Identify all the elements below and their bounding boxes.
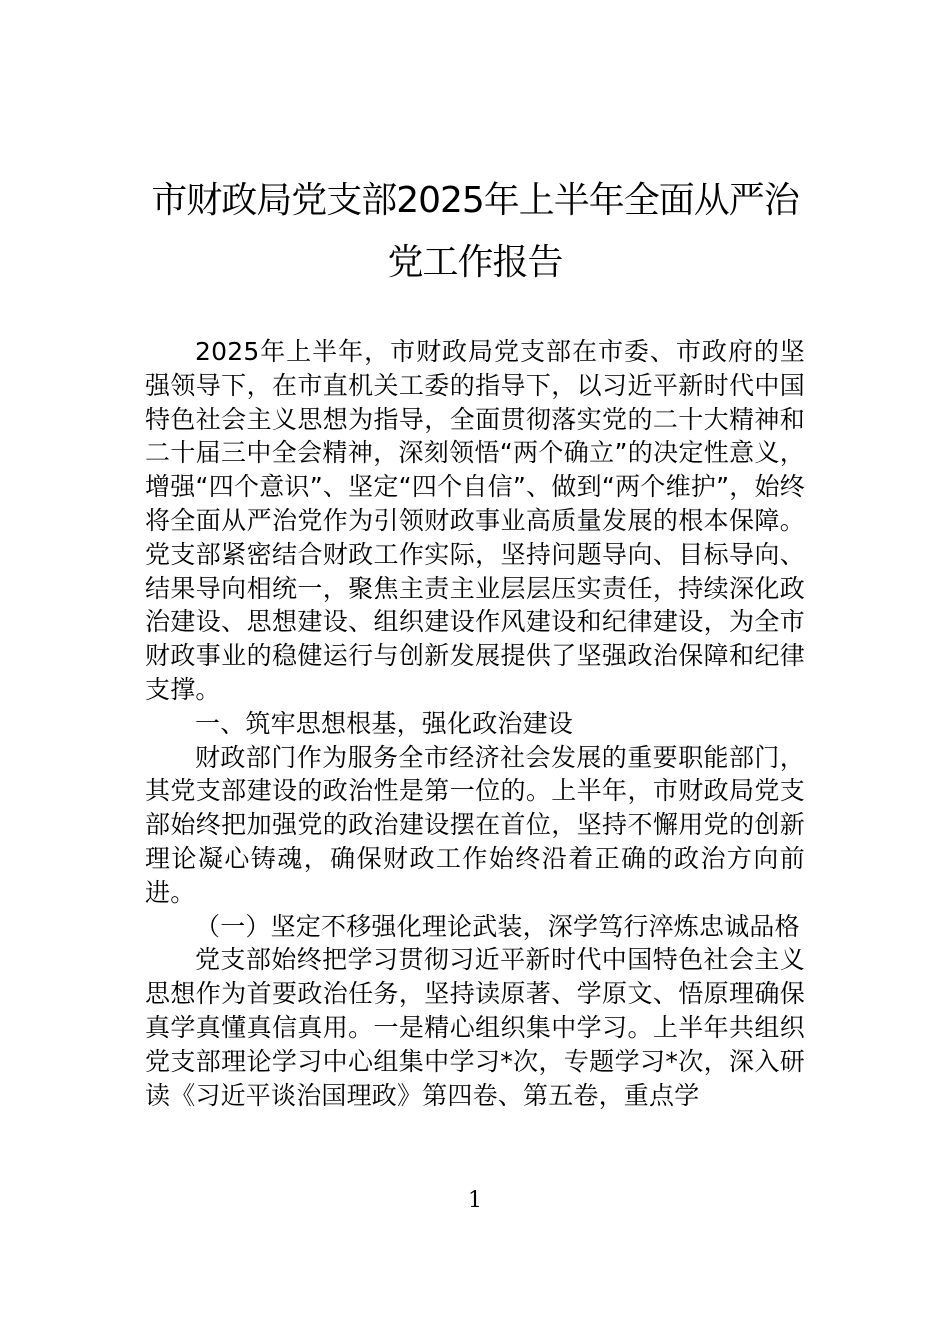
title-line-2: 党工作报告 [387,242,563,283]
document-body [145,335,805,1112]
paragraph-section-1: 财政部门作为服务全市经济社会发展的重要职能部门，其党支部建设的政治性是第一位的。上半年，市财政局党支部始终把加强党的政治建设摆在首位，坚持不懈用党的创新理论凝心铸魂，确保财政工作始终沿着正确的政治方向前进。 [145,742,805,907]
document-title [140,170,810,294]
paragraph-subsection-1: 党支部始终把学习贯彻习近平新时代中国特色社会主义思想作为首要政治任务，坚持读原著、学原文、悟原理确保真学真懂真信真用。一是精心组织集中学习。上半年共组织党支部理论学习中心组集中学习*次，专题学习*次，深入研读《习近平谈治国理政》第四卷、第五卷，重点学 [145,945,805,1110]
section-heading-1: 一、筑牢思想根基，强化政治建设 [195,708,574,738]
paragraph-intro: 2025年上半年，市财政局党支部在市委、市政府的坚强领导下，在市直机关工委的指导下，以习近平新时代中国特色社会主义思想为指导，全面贯彻落实党的二十大精神和二十届三中全会精神，深刻领悟“两个确立”的决定性意义，增强“四个意识”、坚定“四个自信”、做到“两个维护”，始终将全面从严治党作为引领财政事业高质量发展的根本保障。党支部紧密结合财政工作实际，坚持问题导向、目标导向、结果导向相统一，聚焦主责主业层层压实责任，持续深化政治建设、思想建设、组织建设作风建设和纪律建设，为全市财政事业的稳健运行与创新发展提供了坚强政治保障和纪律支撑。 [145,337,805,704]
page-number: 1 [468,1188,482,1213]
subsection-heading-1: （一）坚定不移强化理论武装，深学笃行淬炼忠诚品格 [195,911,800,941]
title-line-1: 市财政局党支部2025年上半年全面从严治 [151,180,799,221]
